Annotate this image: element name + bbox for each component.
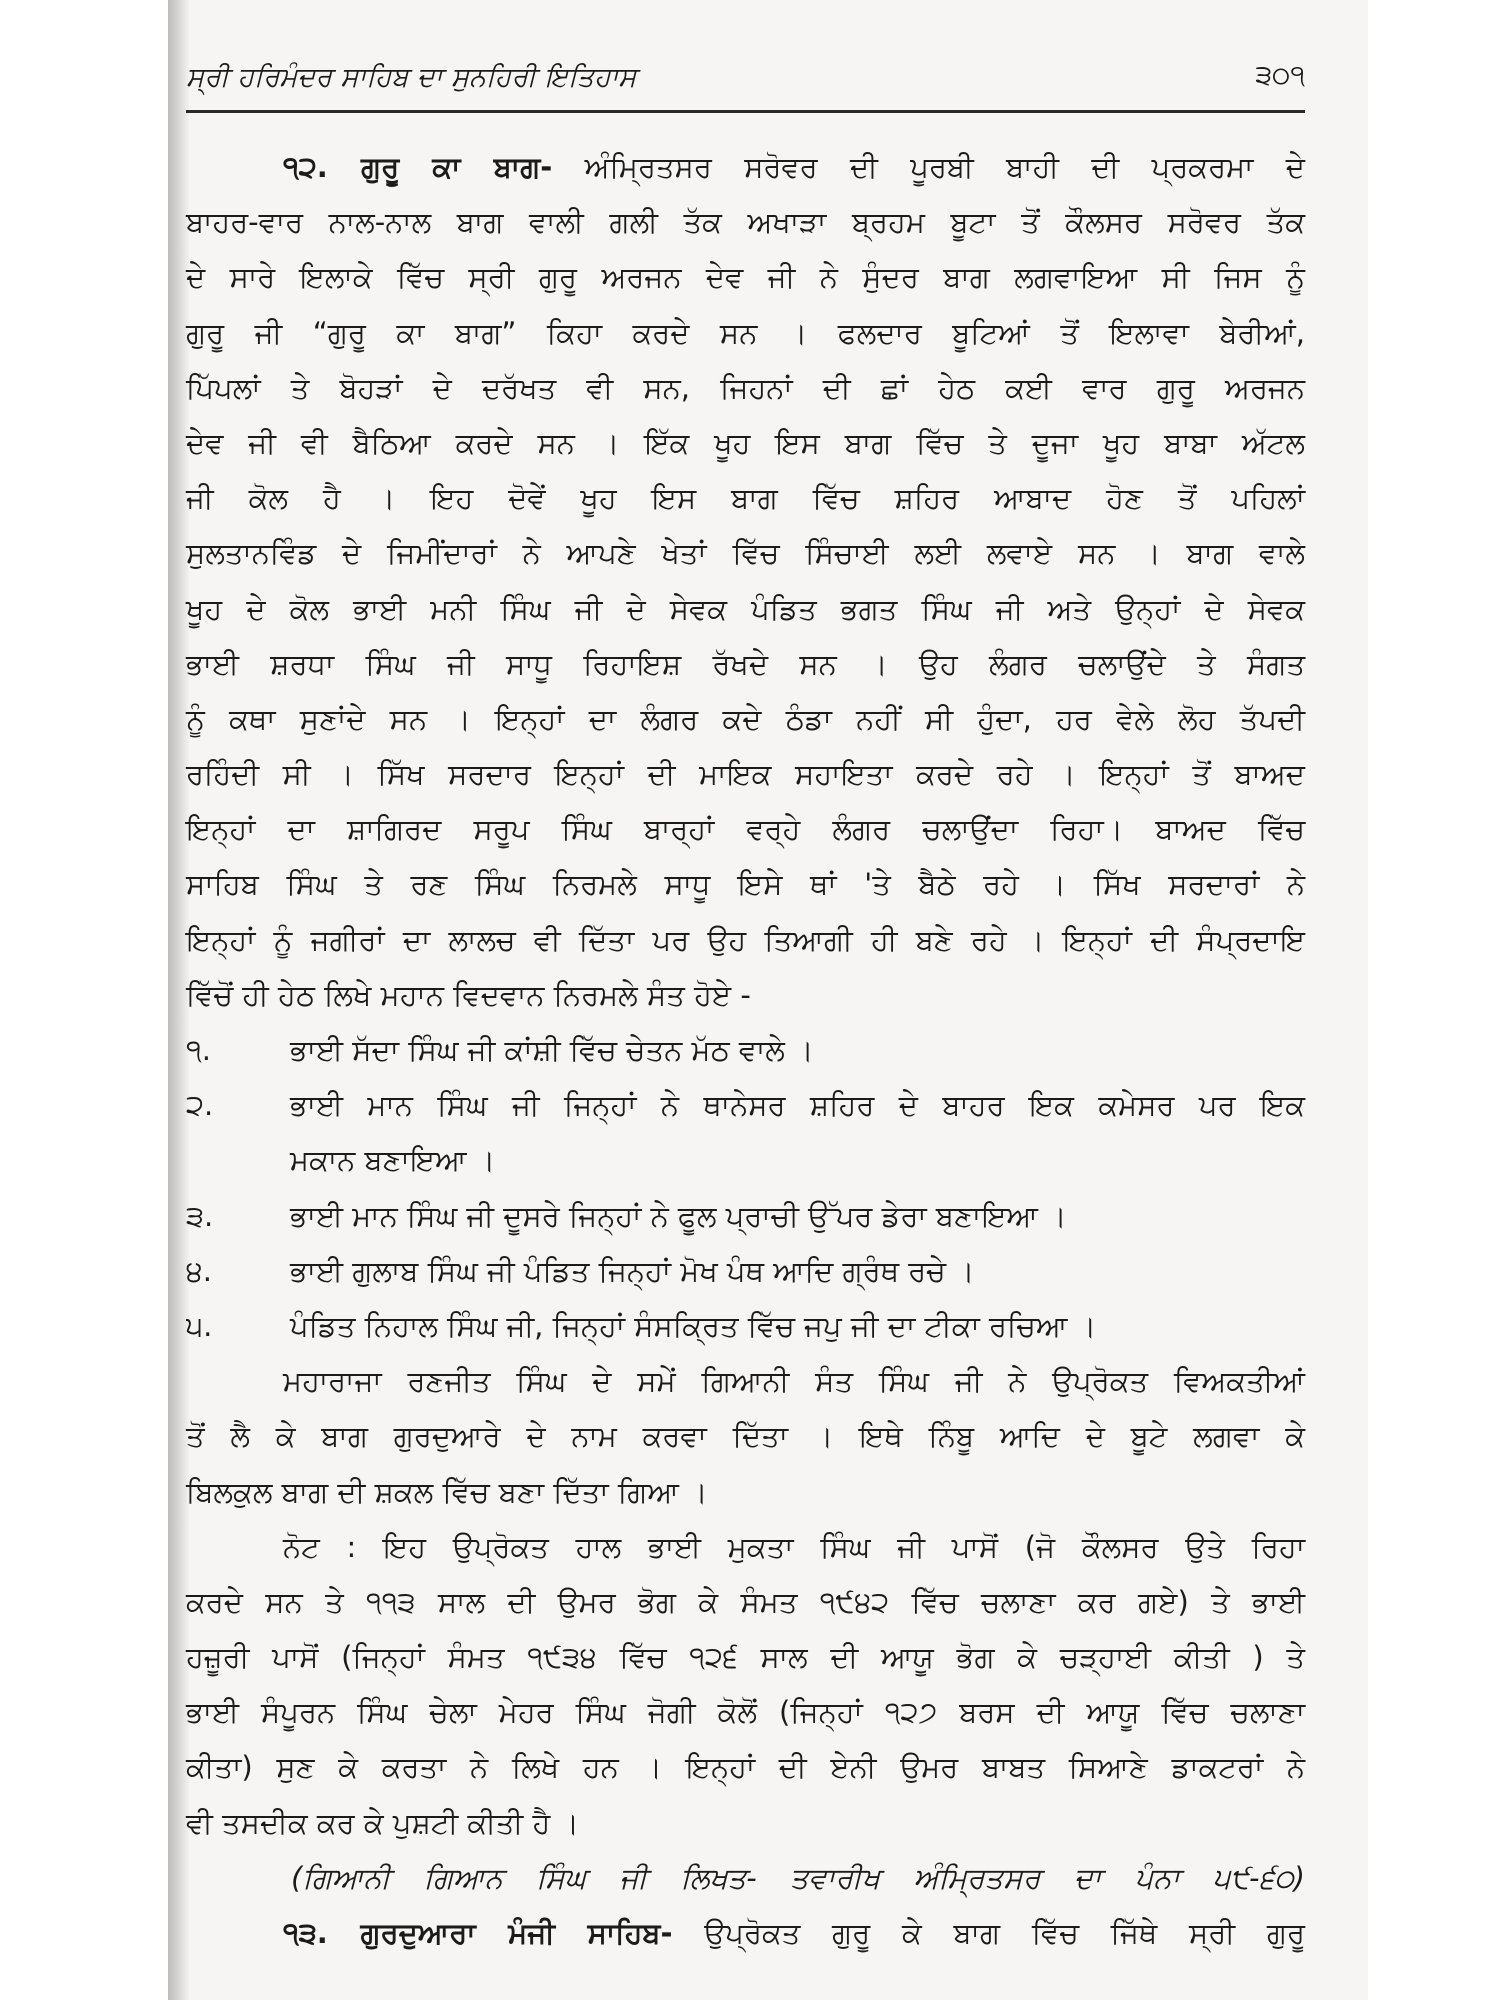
list-item: ੩. ਭਾਈ ਮਾਨ ਸਿੰਘ ਜੀ ਦੂਸਰੇ ਜਿਨ੍ਹਾਂ ਨੇ ਫੂਲ ਪ੍ਰਾਚੀ ਉੱਪਰ ਡੇਰਾ ਬਣਾਇਆ ।: [186, 1189, 1305, 1244]
header-rule: [186, 110, 1305, 113]
list-number: ੩.: [186, 1198, 214, 1233]
note-line: ਕੀਤਾ) ਸੁਣ ਕੇ ਕਰਤਾ ਨੇ ਲਿਖੇ ਹਨ । ਇਨ੍ਹਾਂ ਦੀ ਏਨੀ ਉਮਰ ਬਾਬਤ ਸਿਆਣੇ ਡਾਕਟਰਾਂ ਨੇ: [186, 1750, 1305, 1785]
note-line: ਕਰਦੇ ਸਨ ਤੇ ੧੧੩ ਸਾਲ ਦੀ ਉਮਰ ਭੋਗ ਕੇ ਸੰਮਤ ੧੯੪੨ ਵਿੱਚ ਚਲਾਣਾ ਕਰ ਗਏ) ਤੇ ਭਾਈ: [186, 1584, 1305, 1619]
body-text: [186, 140, 1305, 1961]
list-item: ੨. ਭਾਈ ਮਾਨ ਸਿੰਘ ਜੀ ਜਿਨ੍ਹਾਂ ਨੇ ਥਾਨੇਸਰ ਸ਼ਹਿਰ ਦੇ ਬਾਹਰ ਇਕ ਕਮੇਸਰ ਪਰ ਇਕ: [186, 1078, 1305, 1133]
section-13-heading: ੧੩. ਗੁਰਦੁਆਰਾ ਮੰਜੀ ਸਾਹਿਬ-: [283, 1916, 673, 1950]
text-line: ਬਾਹਰ-ਵਾਰ ਨਾਲ-ਨਾਲ ਬਾਗ ਵਾਲੀ ਗਲੀ ਤੱਕ ਅਖਾੜਾ ਬ੍ਰਹਮ ਬੂਟਾ ਤੋਂ ਕੌਲਸਰ ਸਰੋਵਰ ਤੱਕ: [186, 205, 1305, 240]
note-line: ਨੋਟ : ਇਹ ਉਪ੍ਰੋਕਤ ਹਾਲ ਭਾਈ ਮੁਕਤਾ ਸਿੰਘ ਜੀ ਪਾਸੋਂ (ਜੋ ਕੌਲਸਰ ਉਤੇ ਰਿਹਾ: [283, 1529, 1305, 1564]
text-line: ਦੇਵ ਜੀ ਵੀ ਬੈਠਿਆ ਕਰਦੇ ਸਨ । ਇੱਕ ਖੂਹ ਇਸ ਬਾਗ ਵਿੱਚ ਤੇ ਦੂਜਾ ਖੂਹ ਬਾਬਾ ਅੱਟਲ: [186, 425, 1305, 460]
text-line: ਪਿੱਪਲਾਂ ਤੇ ਬੋਹੜਾਂ ਦੇ ਦਰੱਖਤ ਵੀ ਸਨ, ਜਿਹਨਾਂ ਦੀ ਛਾਂ ਹੇਠ ਕਈ ਵਾਰ ਗੁਰੂ ਅਰਜਨ: [186, 370, 1305, 405]
text-line: ਇਨ੍ਹਾਂ ਦਾ ਸ਼ਾਗਿਰਦ ਸਰੂਪ ਸਿੰਘ ਬਾਰ੍ਹਾਂ ਵਰ੍ਹੇ ਲੰਗਰ ਚਲਾਉਂਦਾ ਰਿਹਾ। ਬਾਅਦ ਵਿੱਚ: [186, 812, 1305, 847]
list-number: ੪.: [186, 1253, 212, 1288]
text-line: ਭਾਈ ਸ਼ਰਧਾ ਸਿੰਘ ਜੀ ਸਾਧੂ ਰਿਹਾਇਸ਼ ਰੱਖਦੇ ਸਨ । ਉਹ ਲੰਗਰ ਚਲਾਉਂਦੇ ਤੇ ਸੰਗਤ: [186, 646, 1305, 681]
note-line: ਹਜ਼ੂਰੀ ਪਾਸੋਂ (ਜਿਨ੍ਹਾਂ ਸੰਮਤ ੧੯੩੪ ਵਿੱਚ ੧੨੬ ਸਾਲ ਦੀ ਆਯੂ ਭੋਗ ਕੇ ਚੜ੍ਹਾਈ ਕੀਤੀ ) ਤੇ: [186, 1640, 1305, 1675]
list-item: ੫. ਪੰਡਿਤ ਨਿਹਾਲ ਸਿੰਘ ਜੀ, ਜਿਨ੍ਹਾਂ ਸੰਸਕ੍ਰਿਤ ਵਿੱਚ ਜਪੁ ਜੀ ਦਾ ਟੀਕਾ ਰਚਿਆ ।: [186, 1299, 1305, 1354]
list-item-continuation: ਮਕਾਨ ਬਣਾਇਆ ।: [290, 1143, 496, 1178]
list-item: ੪. ਭਾਈ ਗੁਲਾਬ ਸਿੰਘ ਜੀ ਪੰਡਿਤ ਜਿਨ੍ਹਾਂ ਮੋਖ ਪੰਥ ਆਦਿ ਗ੍ਰੰਥ ਰਚੇ ।: [186, 1244, 1305, 1299]
list-item: ੧. ਭਾਈ ਸੱਦਾ ਸਿੰਘ ਜੀ ਕਾਂਸ਼ੀ ਵਿੱਚ ਚੇਤਨ ਮੱਠ ਵਾਲੇ ।: [186, 1023, 1305, 1078]
text-line: ਗੁਰੂ ਜੀ “ਗੁਰੂ ਕਾ ਬਾਗ” ਕਿਹਾ ਕਰਦੇ ਸਨ । ਫਲਦਾਰ ਬੂਟਿਆਂ ਤੋਂ ਇਲਾਵਾ ਬੇਰੀਆਂ,: [186, 315, 1305, 350]
text-line: ਨੂੰ ਕਥਾ ਸੁਣਾਂਦੇ ਸਨ । ਇਨ੍ਹਾਂ ਦਾ ਲੰਗਰ ਕਦੇ ਠੰਡਾ ਨਹੀਂ ਸੀ ਹੁੰਦਾ, ਹਰ ਵੇਲੇ ਲੋਹ ਤੱਪਦੀ: [186, 701, 1305, 736]
text-line: ਜੀ ਕੋਲ ਹੈ । ਇਹ ਦੋਵੇਂ ਖੂਹ ਇਸ ਬਾਗ ਵਿੱਚ ਸ਼ਹਿਰ ਆਬਾਦ ਹੋਣ ਤੋਂ ਪਹਿਲਾਂ: [186, 481, 1305, 516]
note-line: ਵੀ ਤਸਦੀਕ ਕਰ ਕੇ ਪੁਸ਼ਟੀ ਕੀਤੀ ਹੈ ।: [186, 1805, 580, 1840]
text-line: ਸੁਲਤਾਨਵਿੰਡ ਦੇ ਜਿਮੀਂਦਾਰਾਂ ਨੇ ਆਪਣੇ ਖੇਤਾਂ ਵਿੱਚ ਸਿੰਚਾਈ ਲਈ ਲਵਾਏ ਸਨ । ਬਾਗ ਵਾਲੇ: [186, 536, 1305, 571]
citation: (ਗਿਆਨੀ ਗਿਆਨ ਸਿੰਘ ਜੀ ਲਿਖਤ- ਤਵਾਰੀਖ ਅੰਮ੍ਰਿਤਸਰ ਦਾ ਪੰਨਾ ੫੯-੬੦): [291, 1860, 1305, 1895]
section-13-first-line: ੧੩. ਗੁਰਦੁਆਰਾ ਮੰਜੀ ਸਾਹਿਬ- ਉਪ੍ਰੋਕਤ ਗੁਰੂ ਕੇ ਬਾਗ ਵਿੱਚ ਜਿੱਥੇ ਸ੍ਰੀ ਗੁਰੂ: [283, 1916, 1305, 1950]
note-line: ਭਾਈ ਸੰਪੂਰਨ ਸਿੰਘ ਚੇਲਾ ਮੇਹਰ ਸਿੰਘ ਜੋਗੀ ਕੋਲੋਂ (ਜਿਨ੍ਹਾਂ ੧੨੭ ਬਰਸ ਦੀ ਆਯੂ ਵਿੱਚ ਚਲਾਣਾ: [186, 1695, 1305, 1730]
running-header-title: ਸ੍ਰੀ ਹਰਿਮੰਦਰ ਸਾਹਿਬ ਦਾ ਸੁਨਹਿਰੀ ਇਤਿਹਾਸ: [186, 62, 637, 93]
text-line: ਸਾਹਿਬ ਸਿੰਘ ਤੇ ਰਣ ਸਿੰਘ ਨਿਰਮਲੇ ਸਾਧੂ ਇਸੇ ਥਾਂ 'ਤੇ ਬੈਠੇ ਰਹੇ । ਸਿੱਖ ਸਰਦਾਰਾਂ ਨੇ: [186, 867, 1305, 902]
text-line: ਵਿੱਚੋਂ ਹੀ ਹੇਠ ਲਿਖੇ ਮਹਾਨ ਵਿਦਵਾਨ ਨਿਰਮਲੇ ਸੰਤ ਹੋਏ -: [186, 977, 751, 1012]
text-line: ਖੂਹ ਦੇ ਕੋਲ ਭਾਈ ਮਨੀ ਸਿੰਘ ਜੀ ਦੇ ਸੇਵਕ ਪੰਡਿਤ ਭਗਤ ਸਿੰਘ ਜੀ ਅਤੇ ਉਨ੍ਹਾਂ ਦੇ ਸੇਵਕ: [186, 591, 1305, 626]
text-line: ਮਹਾਰਾਜਾ ਰਣਜੀਤ ਸਿੰਘ ਦੇ ਸਮੇਂ ਗਿਆਨੀ ਸੰਤ ਸਿੰਘ ਜੀ ਨੇ ਉਪ੍ਰੋਕਤ ਵਿਅਕਤੀਆਂ: [283, 1364, 1305, 1399]
list-number: ੫.: [186, 1308, 213, 1343]
page-number: ੩੦੧: [1255, 60, 1305, 91]
text-line: ਦੇ ਸਾਰੇ ਇਲਾਕੇ ਵਿੱਚ ਸ੍ਰੀ ਗੁਰੂ ਅਰਜਨ ਦੇਵ ਜੀ ਨੇ ਸੁੰਦਰ ਬਾਗ ਲਗਵਾਇਆ ਸੀ ਜਿਸ ਨੂੰ: [186, 260, 1305, 295]
text-line: ਰਹਿੰਦੀ ਸੀ । ਸਿੱਖ ਸਰਦਾਰ ਇਨ੍ਹਾਂ ਦੀ ਮਾਇਕ ਸਹਾਇਤਾ ਕਰਦੇ ਰਹੇ । ਇਨ੍ਹਾਂ ਤੋਂ ਬਾਅਦ: [186, 757, 1305, 792]
list-number: ੨.: [186, 1088, 214, 1123]
list-number: ੧.: [186, 1033, 211, 1067]
text-line: ਇਨ੍ਹਾਂ ਨੂੰ ਜਗੀਰਾਂ ਦਾ ਲਾਲਚ ਵੀ ਦਿੱਤਾ ਪਰ ਉਹ ਤਿਆਗੀ ਹੀ ਬਣੇ ਰਹੇ । ਇਨ੍ਹਾਂ ਦੀ ਸੰਪ੍ਰਦਾਇ: [186, 922, 1305, 957]
text-line: ਬਿਲਕੁਲ ਬਾਗ ਦੀ ਸ਼ਕਲ ਵਿੱਚ ਬਣਾ ਦਿੱਤਾ ਗਿਆ ।: [186, 1474, 708, 1509]
section-12-heading: ੧੨. ਗੁਰੂ ਕਾ ਬਾਗ-: [283, 150, 553, 184]
section-12-first-line: ੧੨. ਗੁਰੂ ਕਾ ਬਾਗ- ਅੰਮ੍ਰਿਤਸਰ ਸਰੋਵਰ ਦੀ ਪੂਰਬੀ ਬਾਹੀ ਦੀ ਪ੍ਰਕਰਮਾ ਦੇ: [283, 150, 1305, 184]
text-line: ਤੋਂ ਲੈ ਕੇ ਬਾਗ ਗੁਰਦੁਆਰੇ ਦੇ ਨਾਮ ਕਰਵਾ ਦਿੱਤਾ । ਇਥੇ ਨਿੰਬੂ ਆਦਿ ਦੇ ਬੂਟੇ ਲਗਵਾ ਕੇ: [186, 1419, 1305, 1454]
